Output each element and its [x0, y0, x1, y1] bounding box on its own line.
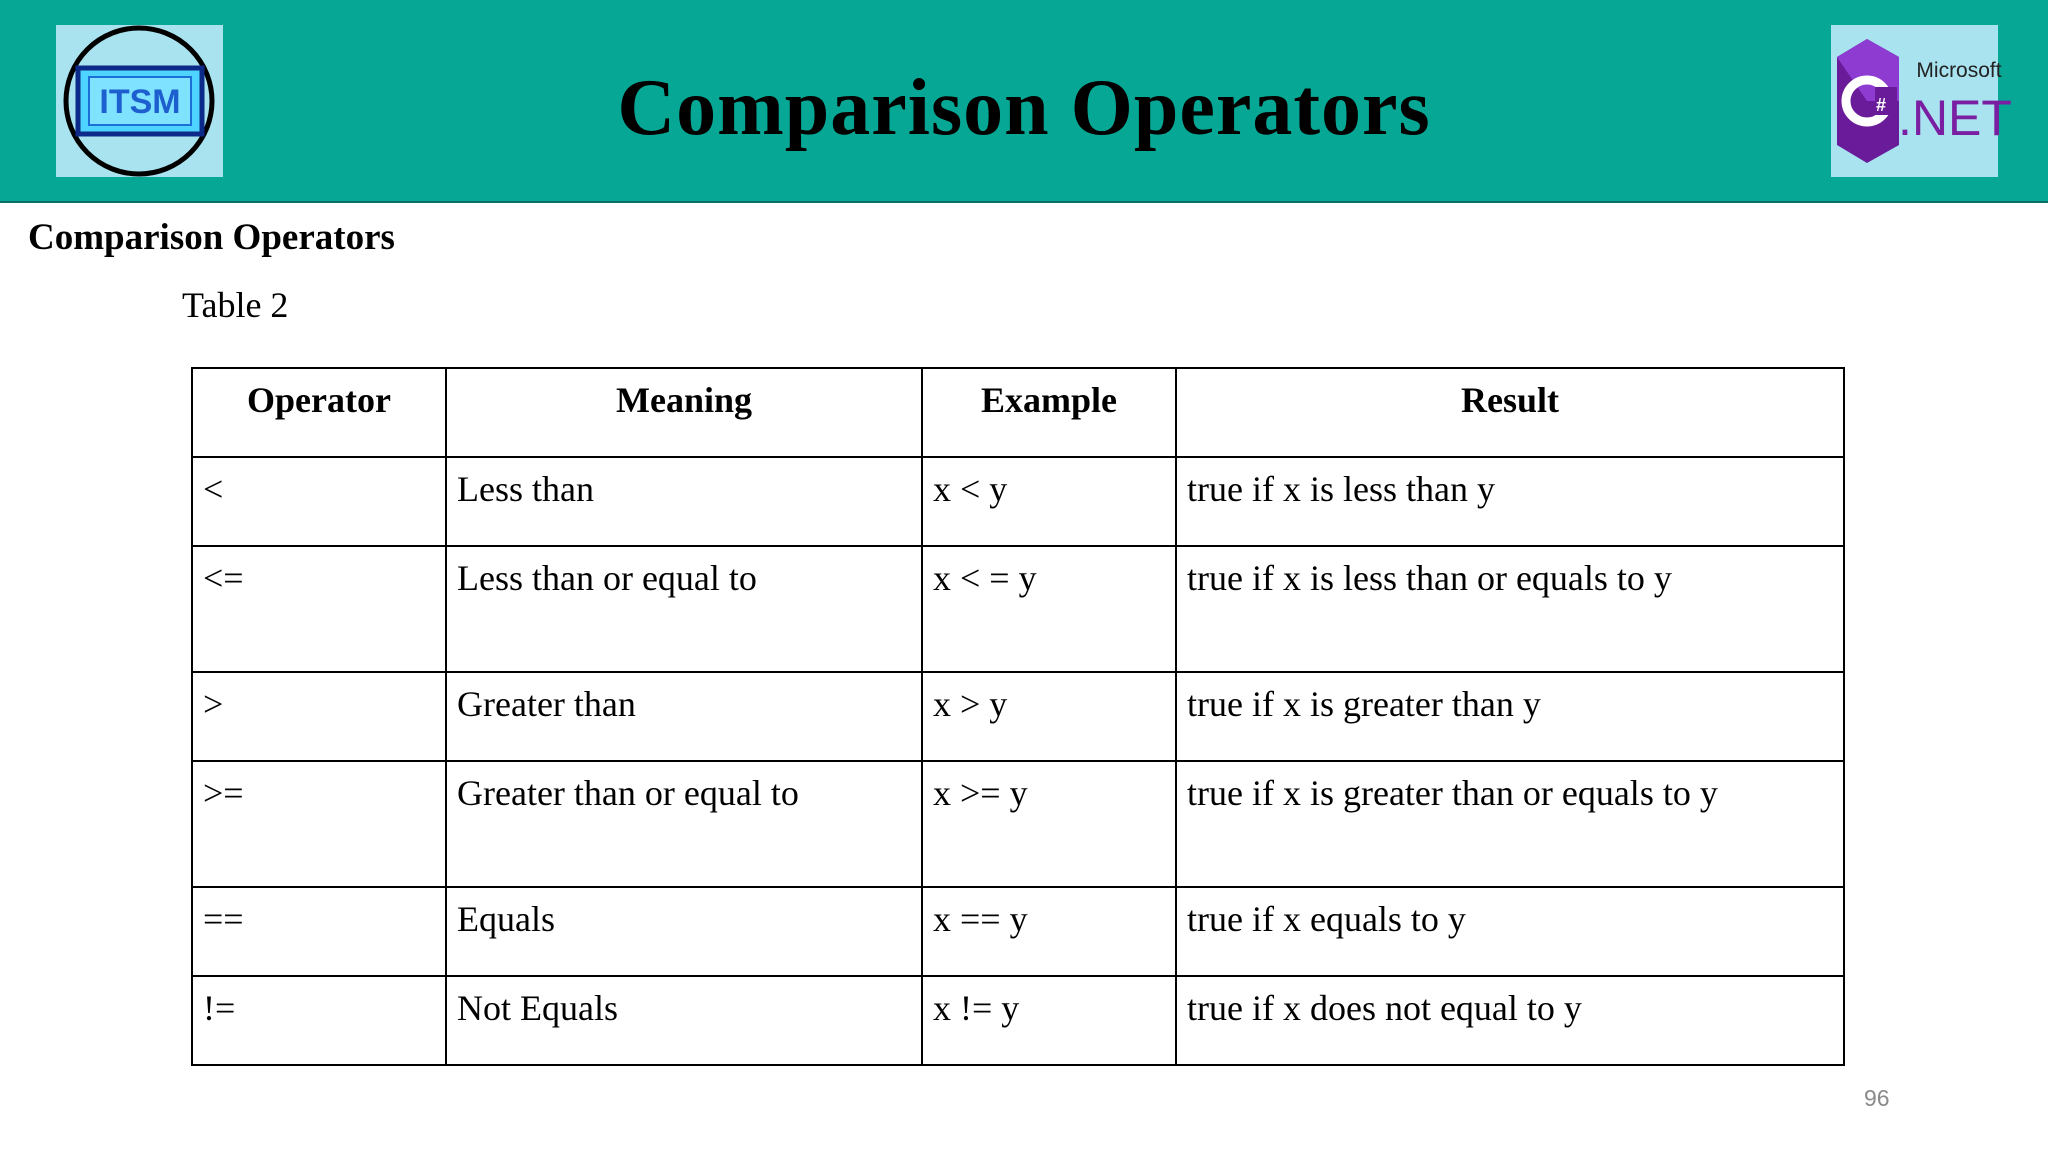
svg-text:#: #	[1875, 95, 1887, 115]
meaning-cell: Equals	[446, 887, 922, 976]
example-cell: x >= y	[922, 761, 1176, 887]
result-cell: true if x is greater than y	[1176, 672, 1844, 761]
result-cell: true if x is less than or equals to y	[1176, 546, 1844, 672]
header-meaning: Meaning	[446, 368, 922, 457]
operator-cell: !=	[192, 976, 446, 1065]
table-row	[192, 976, 1844, 1065]
comparison-operators-table	[191, 367, 1845, 1066]
header-result: Result	[1176, 368, 1844, 457]
section-heading: Comparison Operators	[28, 217, 395, 258]
example-cell: x < = y	[922, 546, 1176, 672]
page-number: 96	[1864, 1085, 1890, 1111]
meaning-cell: Less than or equal to	[446, 546, 922, 672]
dotnet-logo-graphic	[1831, 25, 2012, 177]
operator-cell: >	[192, 672, 446, 761]
result-cell: true if x equals to y	[1176, 887, 1844, 976]
example-cell: x == y	[922, 887, 1176, 976]
dotnet-product-text: .NET	[1898, 90, 2012, 146]
table-row	[192, 761, 1844, 887]
header-example: Example	[922, 368, 1176, 457]
slide-header	[0, 0, 2048, 203]
table-row	[192, 672, 1844, 761]
meaning-cell: Less than	[446, 457, 922, 546]
operator-cell: ==	[192, 887, 446, 976]
dotnet-logo	[1831, 25, 2012, 177]
example-cell: x != y	[922, 976, 1176, 1065]
meaning-cell: Greater than or equal to	[446, 761, 922, 887]
example-cell: x < y	[922, 457, 1176, 546]
operator-cell: >=	[192, 761, 446, 887]
meaning-cell: Not Equals	[446, 976, 922, 1065]
table-header-row	[192, 368, 1844, 457]
result-cell: true if x is less than y	[1176, 457, 1844, 546]
example-cell: x > y	[922, 672, 1176, 761]
operator-cell: <	[192, 457, 446, 546]
microsoft-brand-text: Microsoft	[1916, 59, 2002, 82]
operator-cell: <=	[192, 546, 446, 672]
table-row	[192, 546, 1844, 672]
itsm-logo-text: ITSM	[99, 83, 181, 121]
meaning-cell: Greater than	[446, 672, 922, 761]
table-row	[192, 457, 1844, 546]
page-title: Comparison Operators	[617, 64, 1431, 152]
result-cell: true if x is greater than or equals to y	[1176, 761, 1844, 887]
table-caption: Table 2	[182, 285, 289, 325]
header-operator: Operator	[192, 368, 446, 457]
table-row	[192, 887, 1844, 976]
result-cell: true if x does not equal to y	[1176, 976, 1844, 1065]
